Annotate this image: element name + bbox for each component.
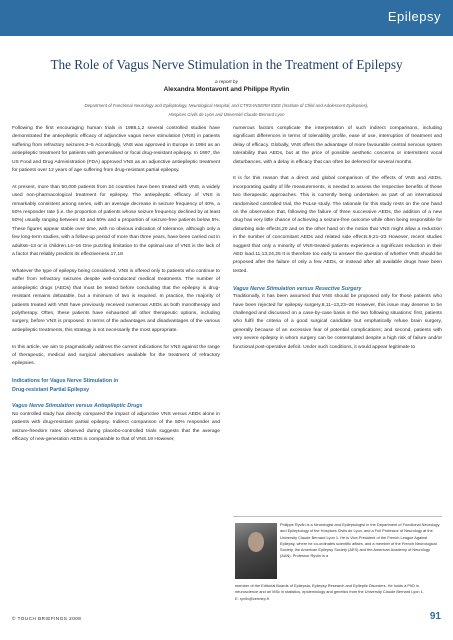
author-bio-box: [233, 516, 442, 627]
report-by: a report by: [215, 80, 238, 85]
paragraph: numerous factors complicate the interpretation of such indirect comparisons, including significant differences in terms of tolerability profile, ease of use, interruption of treatment and delay of efficacy. Globally, VNS offers the advantage of more favourable central nervous system tolerability than AEDs, but at the price of possible aesthetic concerns or intermittent vocal disturbances, with a delay in efficacy that can often be deferred for several months.: [233, 126, 442, 165]
paragraph: It is for this reason that a direct and global comparison of the effects of VNS and AEDs, incorporating quality of life measurements, is needed to assess the respective benefits of these two therapeutic approaches. This is currently being undertaken as part of an international randomised controlled trial, the PuLse study. The rationale for this study rests on the one hand on the observation that, following the failure of three successive AEDs, the addition of a new drug has very little chance of achieving a seizure-free outcome while often being responsible for disturbing side effects,20 and on the other hand on the notion that VNS might allow a reduction in the number of concomitant AEDs and related side effects.9,21–23 However, recent studies suggest that only a minority of VNS-treated patients experience a significant reduction in their AED load.11,13,24,25 It is therefore too early to answer the question of whether VNS should be proposed after the failure of only a few AEDs, or instead after all available drugs have been tested.: [233, 176, 442, 274]
paragraph: At present, more than 50,000 patients from 24 countries have been treated with VNS, a widely used non-pharmacological treatment for epilepsy. The antiepileptic efficacy of VNS is remarkably consistent among series, with an average decrease in seizure frequency of 40%, a 50% responder rate (i.e. the proportion of patients whose seizure frequency declined by at least 50%) usually ranging between 40 and 50% and a proportion of seizure-free patients below 5%. These figures appear stable over time, with no obvious indication of tolerance, although only a few long-term studies, with a follow-up period of more than three years, have been carried out in adults6–13 or in children.14–16 One puzzling limitation to the optimal use of VNS is the lack of a factor that reliably predicts its effectiveness.17,18: [12, 184, 220, 258]
section-label: Epilepsy: [387, 9, 441, 24]
author-photo: [235, 523, 277, 579]
section-heading-cont: Drug-resistant Partial Epilepsy: [12, 386, 90, 393]
bio-text: Philippe Ryvlin is a Neurologist and Epileptologist in the Department of Functional Neurology and Epileptology of the Hospices Civils de Lyon, and a Full Professor of Neurology at the University Claude Bernard Lyon 1. He is Vice-President of the French League Against Epilepsy, where he co-ordinates scientific affairs, and a member of the French Neurological Society, the American Epilepsy Society (AES) and the American Academy of Neurology (AAN). Professor Ryvlin is a: [280, 522, 440, 559]
footer-publisher: © TOUCH BRIEFINGS 2008: [12, 616, 82, 621]
affiliation-line-2: Hospices Civils de Lyon and Université Claude Bernard Lyon: [168, 112, 285, 117]
affiliation: [0, 101, 453, 119]
paragraph: In this article, we aim to pragmatically address the current indications for VNS against the range of therapeutic, medical and surgical alternatives available for the treatment of refractory epilepsies.: [12, 344, 220, 367]
subsection-heading: Vagus Nerve Stimulation versus Antiepileptic Drugs: [12, 403, 143, 410]
authors: Alexandra Montavont and Philippe Ryvlin: [163, 86, 290, 93]
paragraph: Whatever the type of epilepsy being considered, VNS is offered only to patients who continue to suffer from refractory seizures despite well-conducted medical treatments. The number of antiepileptic drugs (AEDs) that must be tested before concluding that the epilepsy is drug-resistant remains debatable, but a minimum of two is required. In practice, the majority of patients treated with VNS have previously received numerous AEDs as both monotherapy and polytherapy. Often, these patients have exhausted all other therapeutic options, including surgery, before VNS is proposed. In terms of the advantages and disadvantages of the various antiepileptic treatments, this strategy is not necessarily the most appropriate.: [12, 268, 220, 333]
section-heading: Indications for Vagus Nerve Stimulation in: [12, 378, 119, 385]
paragraph: Following the first encouraging human trials in 1988,1,2 several controlled studies have demonstrated the antiepileptic efficacy of adjunctive vagus nerve stimulation (VNS) in patients suffering from refractory seizures.3–5 Accordingly, VNS was approved in Europe in 1994 as an antiepileptic treatment for patients with generalised or focal drug-resistant epilepsy. In 1997, the US Food and Drug Administration (FDA) approved VNS as an adjunctive antiepileptic treatment for patients over 12 years of age suffering from drug-resistant partial epilepsy.: [12, 126, 220, 174]
header-band: [0, 0, 453, 36]
right-column: [233, 125, 442, 360]
bio-cont: member of the Editorial Boards of Epilepsia, Epilepsy Research and Epileptic Disorders. He holds a PhD in neuroscience and an MSc in statistics, epidemiology and genetics from the University Claude Bernard Lyon 1.: [235, 583, 424, 595]
page-number: 91: [429, 611, 441, 622]
bio-email: E: ryvlin@cermep.fr: [235, 595, 270, 601]
paragraph: Traditionally, it has been assumed that VNS should be proposed only for those patients who have been rejected for epilepsy surgery.8,11–13,23–26 However, this issue may deserve to be challenged and discussed on a case-by-case basis in the two following situations: first, patients who fulfil the criteria of a good surgical candidate but emphatically refuse brain surgery, generally because of an excessive fear of potential complications; and second, patients with very severe epilepsy in whom surgery can be contemplated despite a high risk of failure and/or functional post-operative deficit. Under such conditions, it would appear legitimate to: [233, 294, 442, 350]
subsection-heading: Vagus Nerve Stimulation versus Resective Surgery: [233, 285, 362, 292]
bio-text-continued: [235, 583, 440, 602]
affiliation-line-1: Department of Functional Neurology and Epileptology, Neurological Hospital, and CTRS-INSERM IDEE (Institute of Child and Adolescent Epilepsies),: [84, 103, 369, 108]
article-title: The Role of Vagus Nerve Stimulation in the Treatment of Epilepsy: [50, 57, 403, 72]
paragraph: No controlled study has directly compared the impact of adjunctive VNS versus AEDs alone in patients with drug-resistant partial epilepsy. Indirect comparison of the 50% responder and seizure-freedom rates observed during placebo-controlled trials suggests that the average efficacy of new-generation AEDs is comparable to that of VNS.19 However,: [12, 411, 220, 442]
left-column: [12, 125, 220, 453]
